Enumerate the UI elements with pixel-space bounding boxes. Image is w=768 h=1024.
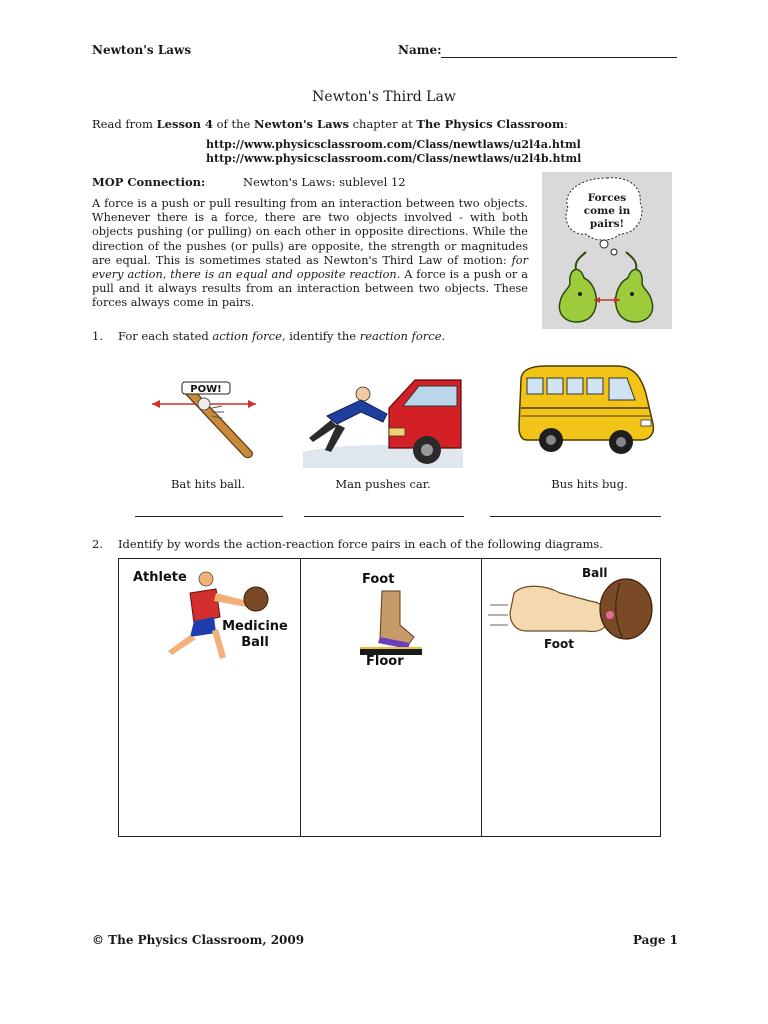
q1-reaction: reaction force	[359, 329, 442, 343]
q1-text-post: .	[441, 329, 446, 343]
foot-label: Foot	[362, 572, 395, 587]
bubble-line-2: come in	[583, 205, 631, 217]
chapter-text: Newton's Laws	[253, 117, 349, 131]
name-label: Name:	[398, 43, 442, 57]
bat-hits-ball-image	[148, 368, 260, 460]
car-illustration	[303, 376, 463, 468]
ball-label: Ball	[241, 635, 269, 650]
mop-label: MOP Connection:	[92, 175, 206, 189]
medicine-label: Medicine	[222, 619, 288, 634]
q1-text-pre: For each stated	[118, 329, 213, 343]
caption-bus: Bus hits bug.	[551, 477, 628, 491]
bubble-line-1: Forces	[587, 192, 627, 204]
url-link-2[interactable]: http://www.physicsclassroom.com/Class/newtlaws/u2l4b.html	[206, 152, 582, 165]
bus-hits-bug-image	[517, 362, 657, 462]
intro-italic: for every action, there is an equal and opposite reaction.	[92, 253, 528, 282]
lesson-link-text: Lesson 4	[156, 117, 213, 131]
q1-action: action force	[212, 329, 282, 343]
intro-paragraph	[92, 197, 528, 311]
ball-foot-diagram	[486, 567, 656, 657]
url-link-1[interactable]: http://www.physicsclassroom.com/Class/newtlaws/u2l4a.html	[206, 138, 581, 151]
header-title: Newton's Laws	[92, 43, 192, 57]
forces-pairs-image	[542, 172, 672, 329]
mop-value: Newton's Laws: sublevel 12	[243, 175, 406, 189]
answer-line-2[interactable]	[304, 516, 464, 517]
man-pushes-car-image	[303, 376, 463, 468]
caption-bat: Bat hits ball.	[170, 477, 246, 491]
footer-page: Page 1	[632, 933, 678, 947]
footer-copyright: © The Physics Classroom, 2009	[92, 933, 305, 947]
athlete-diagram	[128, 567, 291, 670]
read-mid2: chapter at	[348, 117, 417, 131]
q1-number: 1.	[92, 329, 103, 343]
bus-illustration	[517, 362, 657, 462]
bat-illustration	[148, 368, 260, 460]
bubble-text	[542, 192, 672, 231]
foot-label-2: Foot	[544, 637, 574, 651]
grid-divider-1	[300, 559, 301, 836]
q1-text-mid: , identify the	[281, 329, 360, 343]
read-prefix: Read from	[92, 117, 157, 131]
read-suffix: :	[564, 117, 568, 131]
q2-text: Identify by words the action-reaction force pairs in each of the following diagrams.	[118, 537, 603, 551]
read-mid1: of the	[212, 117, 254, 131]
site-text: The Physics Classroom	[416, 117, 565, 131]
q2-number: 2.	[92, 537, 103, 551]
caption-car: Man pushes car.	[335, 477, 431, 491]
intro-part1: A force is a push or pull resulting from an interaction between two objects. Whenever there is a force, there are two objects involved - with both objects pushing (or pulling) on each other in opposite directions. While the direction of the pushes (or pulls) are opposite, the strength or magnitudes are equal. This is sometimes stated as Newton's Third Law of motion:	[92, 197, 528, 267]
page-title: Newton's Third Law	[312, 89, 456, 105]
intro-part2: A force is a push or a pull and it always results from an interaction between two objects. These forces always come in pairs.	[92, 268, 528, 310]
q1-text	[118, 329, 445, 343]
medicine-ball-label	[220, 619, 290, 651]
bubble-line-3: pairs!	[589, 218, 625, 230]
read-instruction	[92, 117, 568, 131]
grid-divider-2	[481, 559, 482, 836]
answer-line-3[interactable]	[490, 516, 661, 517]
name-blank-line[interactable]	[441, 57, 677, 58]
pow-text: POW!	[190, 384, 222, 395]
foot-floor-diagram	[356, 567, 426, 675]
ball-label: Ball	[582, 566, 608, 580]
athlete-label: Athlete	[133, 570, 187, 585]
floor-label: Floor	[366, 654, 404, 669]
answer-line-1[interactable]	[135, 516, 283, 517]
